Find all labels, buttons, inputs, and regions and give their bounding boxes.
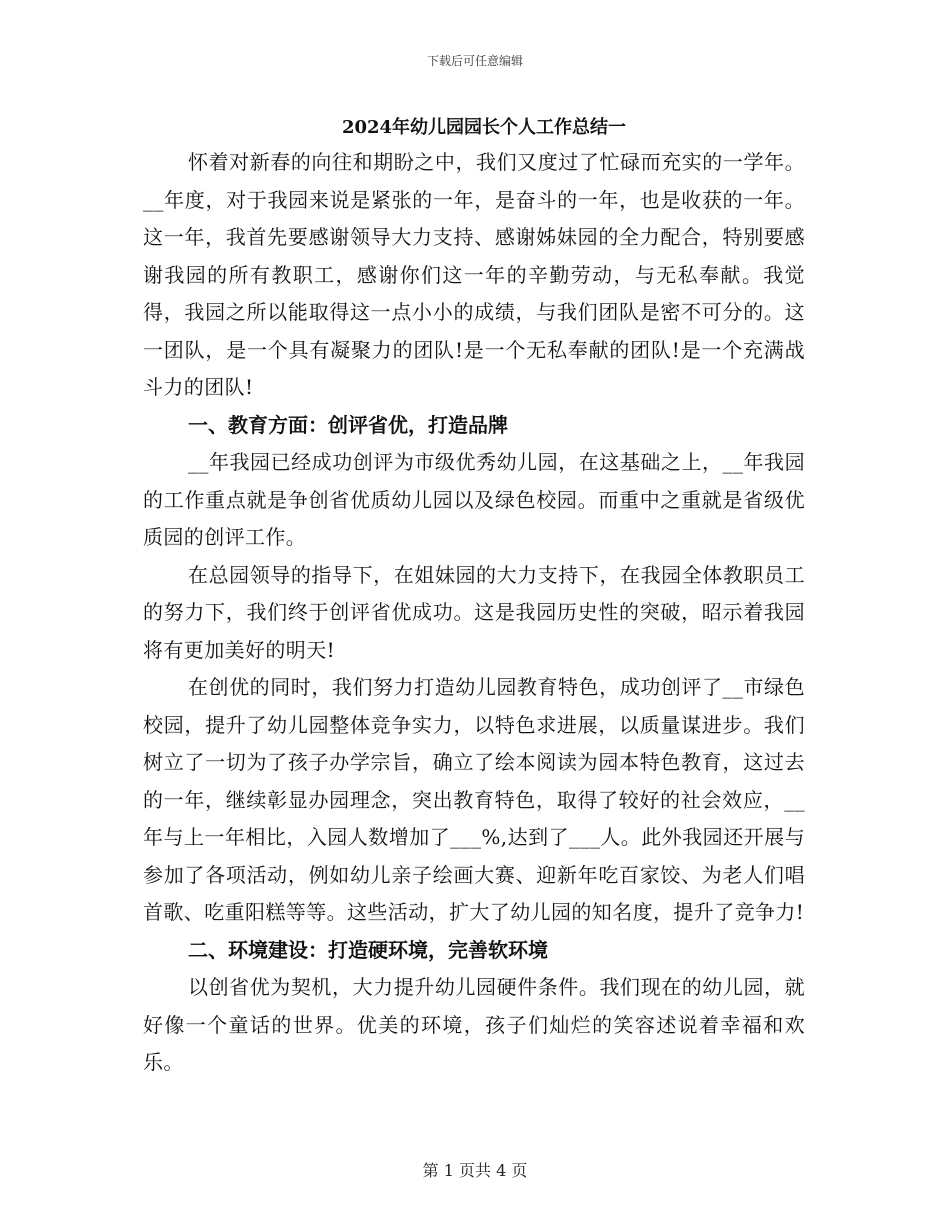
document-body (143, 112, 805, 1082)
intro-paragraph: 怀着对新春的向往和期盼之中，我们又度过了忙碌而充实的一学年。__年度，对于我园来说是紧张的一年，是奋斗的一年，也是收获的一年。这一年，我首先要感谢领导大力支持、感谢姊妹园的全力配合，特别要感谢我园的所有教职工，感谢你们这一年的辛勤劳动，与无私奉献。我觉得，我园之所以能取得这一点小小的成绩，与我们团队是密不可分的。这一团队，是一个具有凝聚力的团队!是一个无私奉献的团队!是一个充满战斗力的团队! (143, 150, 805, 399)
page-footer-number: 第 1 页共 4 页 (422, 1161, 528, 1180)
paragraph-education-1: __年我园已经成功创评为市级优秀幼儿园，在这基础之上，__年我园的工作重点就是争创省优质幼儿园以及绿色校园。而重中之重就是省级优质园的创评工作。 (143, 450, 805, 549)
document-title: 2024年幼儿园园长个人工作总结一 (341, 117, 627, 138)
paragraph-environment-1: 以创省优为契机，大力提升幼儿园硬件条件。我们现在的幼儿园，就好像一个童话的世界。优美的环境，孩子们灿烂的笑容述说着幸福和欢乐。 (143, 975, 805, 1074)
paragraph-education-2: 在总园领导的指导下，在姐妹园的大力支持下，在我园全体教职员工的努力下，我们终于创评省优成功。这是我园历史性的突破，昭示着我园将有更加美好的明天! (143, 562, 805, 662)
page-header-note: 下载后可任意编辑 (426, 54, 523, 68)
paragraph-education-3: 在创优的同时，我们努力打造幼儿园教育特色，成功创评了__市绿色校园，提升了幼儿园整体竞争实力，以特色求进展，以质量谋进步。我们树立了一切为了孩子办学宗旨，确立了绘本阅读为园本特色教育，这过去的一年，继续彰显办园理念，突出教育特色，取得了较好的社会效应，__年与上一年相比，入园人数增加了___%,达到了___人。此外我园还开展与参加了各项活动，例如幼儿亲子绘画大赛、迎新年吃百家饺、为老人们唱首歌、吃重阳糕等等。这些活动，扩大了幼儿园的知名度，提升了竞争力! (143, 675, 805, 924)
section-heading-environment: 二、环境建设：打造硬环境，完善软环境 (188, 937, 548, 962)
section-heading-education: 一、教育方面：创评省优，打造品牌 (188, 412, 508, 437)
